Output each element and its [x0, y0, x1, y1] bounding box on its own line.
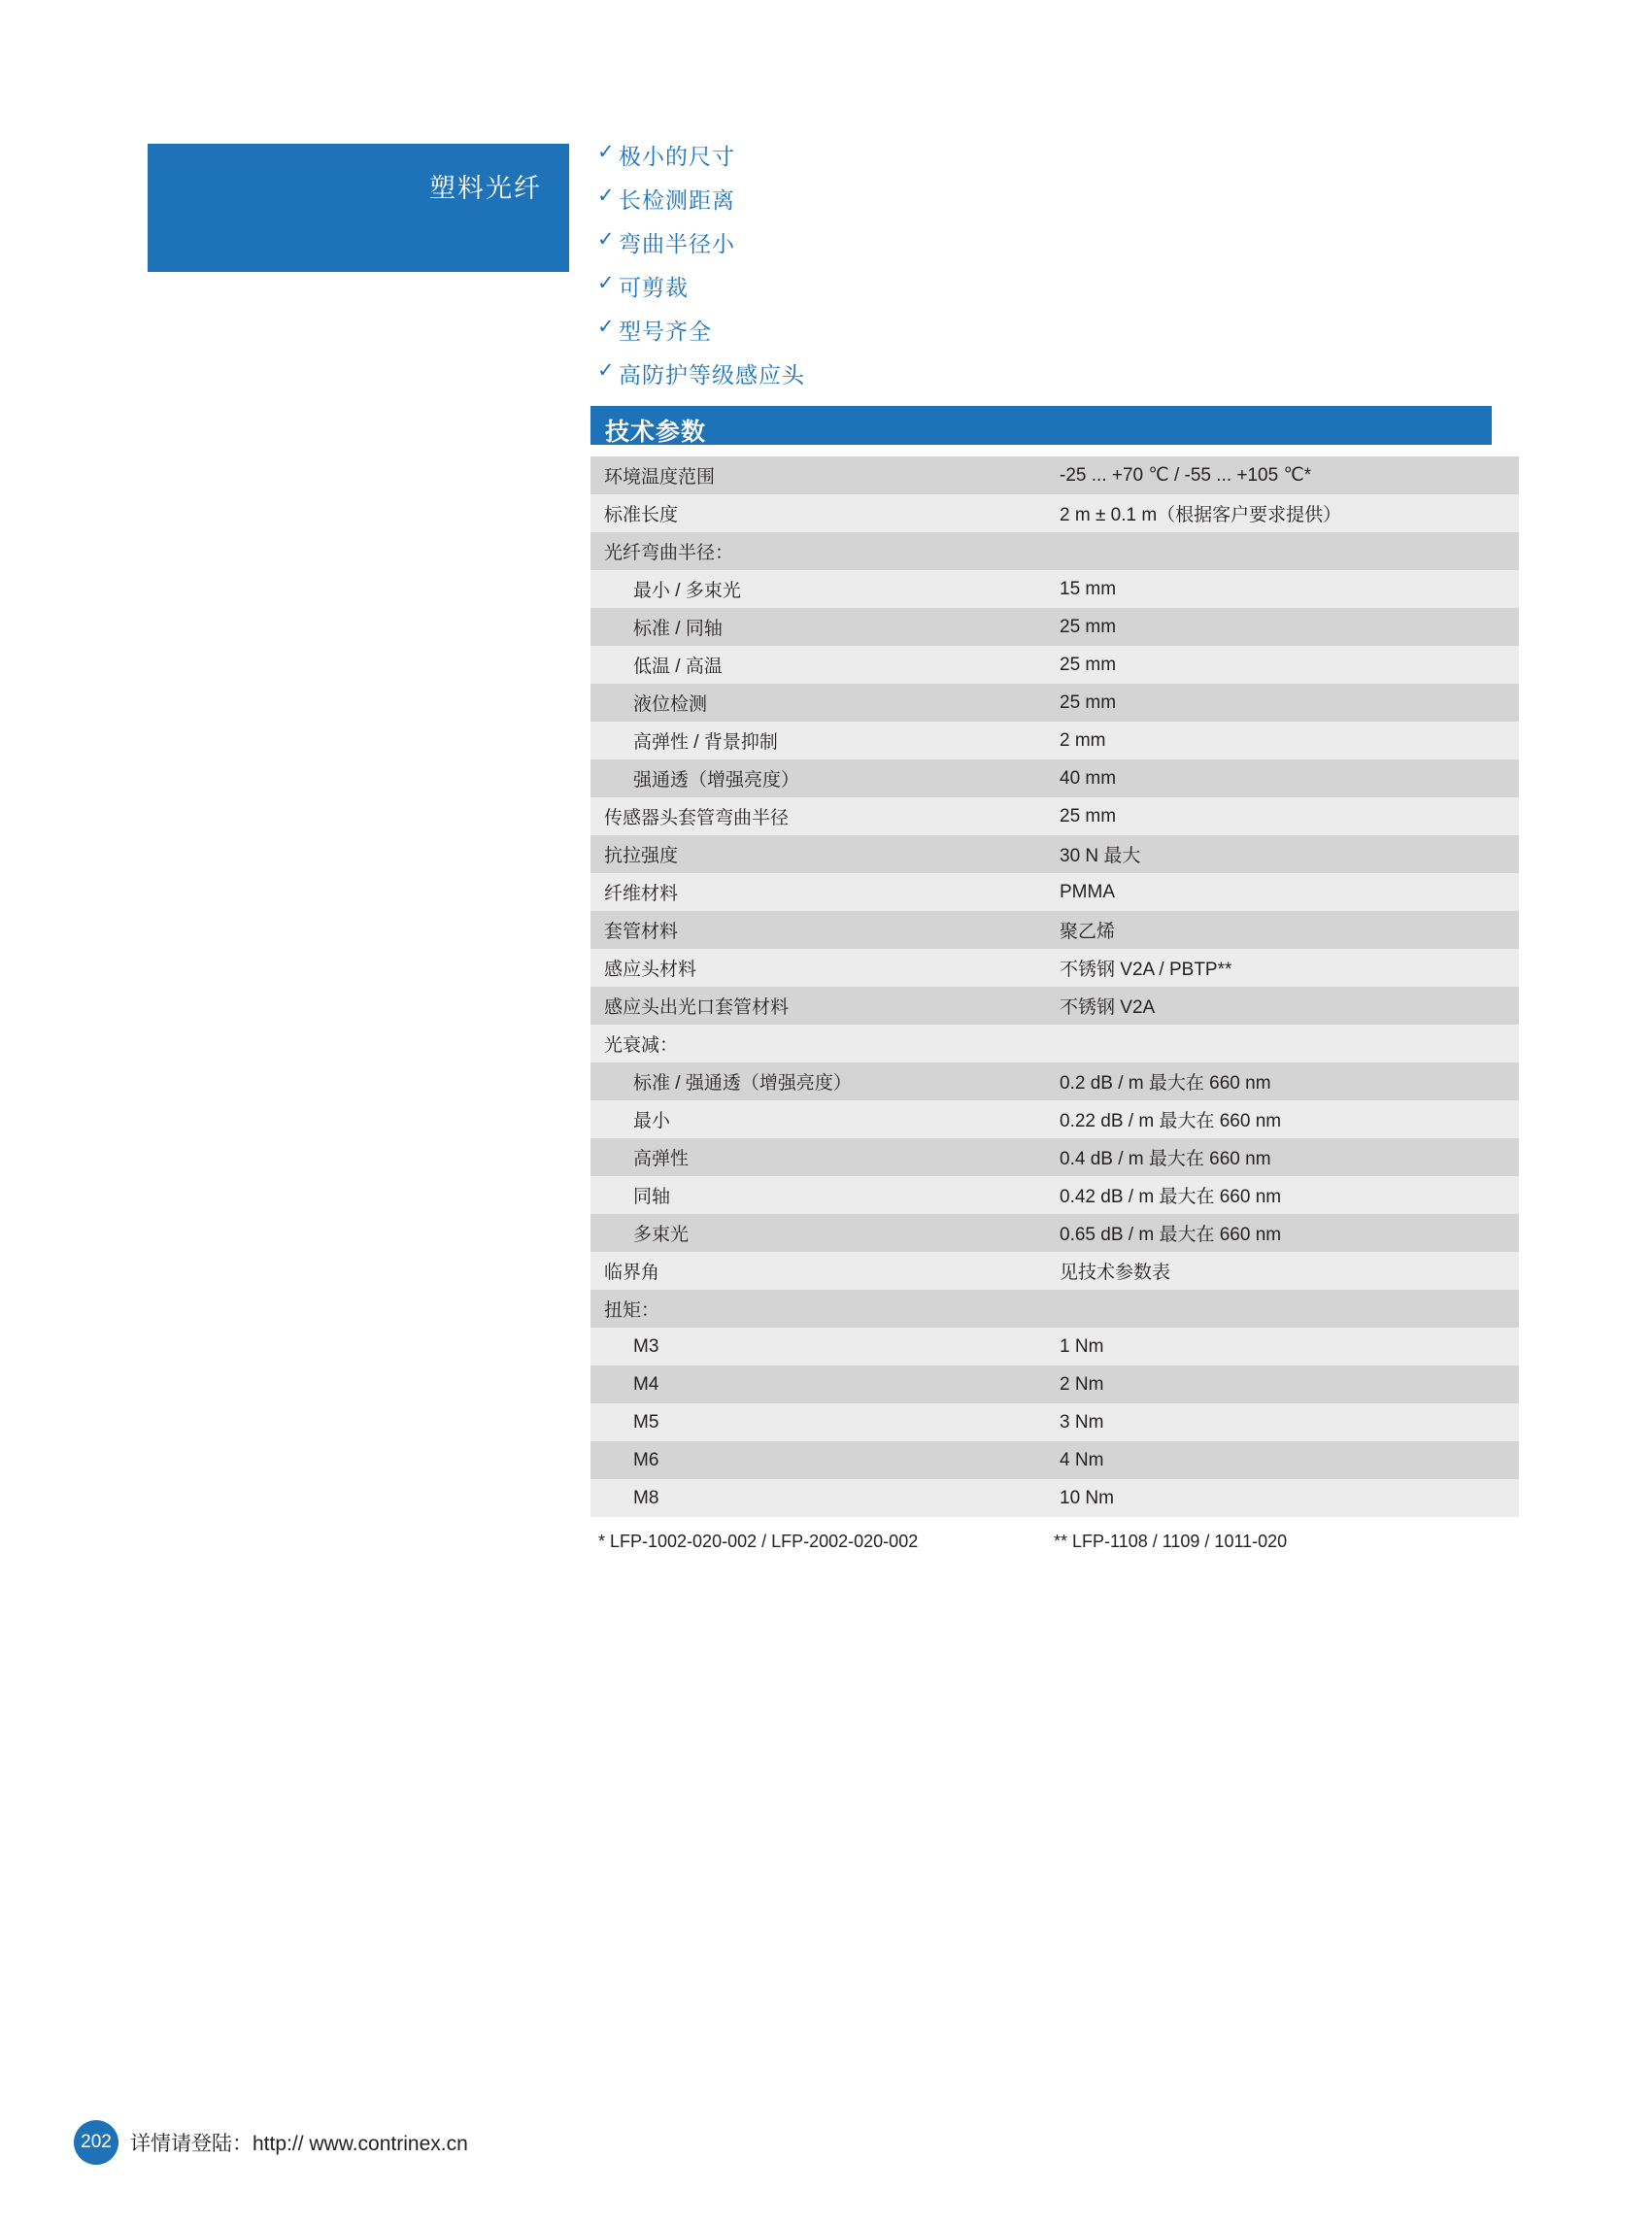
page-footer	[74, 2120, 468, 2165]
spec-value: 25 mm	[1046, 646, 1519, 684]
table-row	[590, 532, 1519, 570]
product-title-box	[148, 144, 569, 272]
spec-name: 最小	[590, 1100, 1046, 1138]
spec-name: M5	[590, 1403, 1046, 1441]
spec-value: 0.42 dB / m 最大在 660 nm	[1046, 1176, 1519, 1214]
table-row	[590, 1214, 1519, 1252]
spec-value: PMMA	[1046, 873, 1519, 911]
spec-value: 0.2 dB / m 最大在 660 nm	[1046, 1062, 1519, 1100]
spec-value: 0.4 dB / m 最大在 660 nm	[1046, 1138, 1519, 1176]
table-row	[590, 1403, 1519, 1441]
spec-name: M3	[590, 1328, 1046, 1365]
list-item	[597, 357, 1141, 401]
spec-value: 25 mm	[1046, 608, 1519, 646]
technical-data-table	[590, 456, 1519, 1517]
list-item	[597, 314, 1141, 357]
table-row	[590, 949, 1519, 987]
spec-name: 光纤弯曲半径：	[590, 532, 1046, 570]
spec-name: 套管材料	[590, 911, 1046, 949]
table-row	[590, 1252, 1519, 1290]
spec-name: 强通透（增强亮度）	[590, 759, 1046, 797]
footer-website-text: 详情请登陆：http:// www.contrinex.cn	[130, 2133, 468, 2155]
spec-name: 最小 / 多束光	[590, 570, 1046, 608]
feature-label: 弯曲半径小	[619, 231, 735, 256]
spec-name: M4	[590, 1365, 1046, 1403]
section-title: 技术参数	[605, 419, 707, 446]
spec-value: 不锈钢 V2A	[1046, 987, 1519, 1025]
table-row	[590, 1365, 1519, 1403]
spec-value: 30 N 最大	[1046, 835, 1519, 873]
table-row	[590, 1328, 1519, 1365]
spec-name: 感应头出光口套管材料	[590, 987, 1046, 1025]
check-icon: ✓	[597, 185, 615, 207]
section-header-technical-data	[590, 406, 1492, 445]
table-row	[590, 911, 1519, 949]
feature-list	[597, 139, 1141, 401]
spec-value	[1046, 1290, 1519, 1328]
check-icon: ✓	[597, 228, 615, 251]
spec-name: 高弹性 / 背景抑制	[590, 722, 1046, 759]
spec-value: 25 mm	[1046, 684, 1519, 722]
spec-value: -25 ... +70 ℃ / -55 ... +105 ℃*	[1046, 456, 1519, 494]
spec-value	[1046, 532, 1519, 570]
table-row	[590, 1138, 1519, 1176]
spec-value: 10 Nm	[1046, 1479, 1519, 1517]
spec-value: 4 Nm	[1046, 1441, 1519, 1479]
spec-value: 15 mm	[1046, 570, 1519, 608]
table-row	[590, 608, 1519, 646]
spec-name: 低温 / 高温	[590, 646, 1046, 684]
spec-name: 标准 / 同轴	[590, 608, 1046, 646]
page-title: 塑料光纤	[429, 174, 542, 203]
table-row	[590, 835, 1519, 873]
spec-value: 2 m ± 0.1 m（根据客户要求提供）	[1046, 494, 1519, 532]
list-item	[597, 226, 1141, 270]
spec-name: M6	[590, 1441, 1046, 1479]
table-row	[590, 684, 1519, 722]
spec-value: 25 mm	[1046, 797, 1519, 835]
list-item	[597, 183, 1141, 226]
spec-value: 聚乙烯	[1046, 911, 1519, 949]
table-row	[590, 1176, 1519, 1214]
check-icon: ✓	[597, 272, 615, 294]
spec-value: 0.65 dB / m 最大在 660 nm	[1046, 1214, 1519, 1252]
feature-label: 型号齐全	[619, 319, 712, 344]
footnote-single-asterisk: * LFP-1002-020-002 / LFP-2002-020-002	[598, 1532, 919, 1551]
spec-value: 见技术参数表	[1046, 1252, 1519, 1290]
footnote-double-asterisk: ** LFP-1108 / 1109 / 1011-020	[1054, 1532, 1288, 1551]
spec-value	[1046, 1025, 1519, 1062]
feature-label: 长检测距离	[619, 187, 735, 213]
spec-value: 不锈钢 V2A / PBTP**	[1046, 949, 1519, 987]
table-row	[590, 1062, 1519, 1100]
list-item	[597, 270, 1141, 314]
spec-name: 标准 / 强通透（增强亮度）	[590, 1062, 1046, 1100]
feature-label: 高防护等级感应头	[619, 362, 805, 388]
spec-value: 2 mm	[1046, 722, 1519, 759]
table-row	[590, 1441, 1519, 1479]
spec-name: 光衰减：	[590, 1025, 1046, 1062]
spec-name: 感应头材料	[590, 949, 1046, 987]
check-icon: ✓	[597, 359, 615, 382]
spec-value: 40 mm	[1046, 759, 1519, 797]
spec-name: 标准长度	[590, 494, 1046, 532]
spec-value: 0.22 dB / m 最大在 660 nm	[1046, 1100, 1519, 1138]
spec-name: 抗拉强度	[590, 835, 1046, 873]
feature-label: 可剪裁	[619, 275, 689, 300]
table-row	[590, 797, 1519, 835]
feature-label: 极小的尺寸	[619, 144, 735, 169]
table-row	[590, 646, 1519, 684]
spec-name: M8	[590, 1479, 1046, 1517]
table-row	[590, 570, 1519, 608]
table-row	[590, 759, 1519, 797]
spec-name: 多束光	[590, 1214, 1046, 1252]
table-row	[590, 494, 1519, 532]
spec-name: 临界角	[590, 1252, 1046, 1290]
spec-name: 高弹性	[590, 1138, 1046, 1176]
table-row	[590, 873, 1519, 911]
page-number-badge: 202	[74, 2120, 118, 2165]
check-icon: ✓	[597, 316, 615, 338]
table-row	[590, 456, 1519, 494]
table-row	[590, 722, 1519, 759]
table-row	[590, 1100, 1519, 1138]
spec-name: 液位检测	[590, 684, 1046, 722]
spec-name: 扭矩：	[590, 1290, 1046, 1328]
spec-name: 环境温度范围	[590, 456, 1046, 494]
table-row	[590, 1025, 1519, 1062]
spec-value: 3 Nm	[1046, 1403, 1519, 1441]
list-item	[597, 139, 1141, 183]
spec-name: 同轴	[590, 1176, 1046, 1214]
table-row	[590, 1479, 1519, 1517]
table-row	[590, 987, 1519, 1025]
spec-value: 1 Nm	[1046, 1328, 1519, 1365]
spec-value: 2 Nm	[1046, 1365, 1519, 1403]
spec-name: 纤维材料	[590, 873, 1046, 911]
check-icon: ✓	[597, 141, 615, 163]
table-row	[590, 1290, 1519, 1328]
spec-name: 传感器头套管弯曲半径	[590, 797, 1046, 835]
